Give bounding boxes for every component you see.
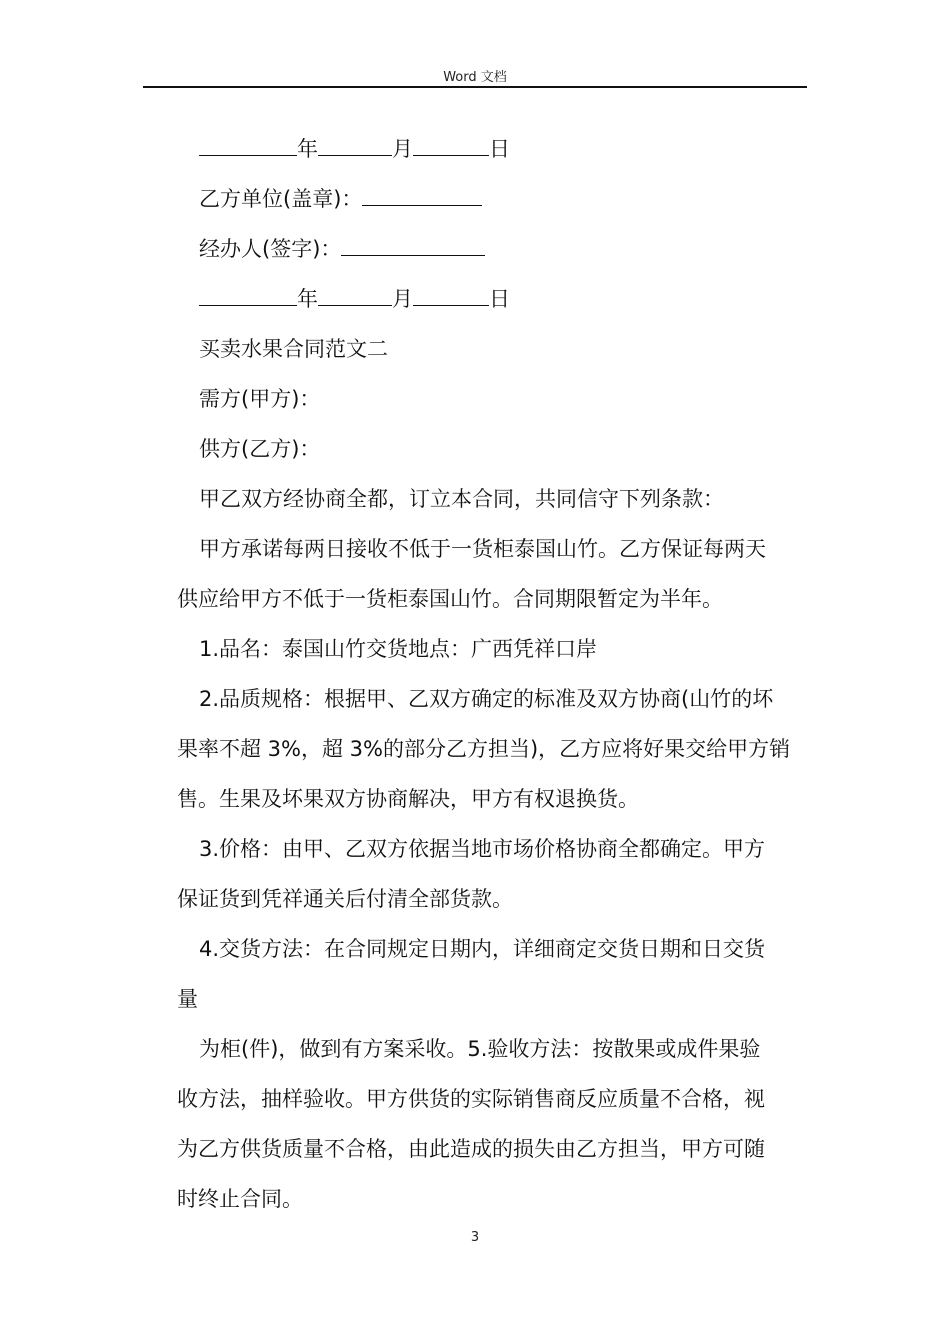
clause-2-line-3: 售。生果及坏果双方协商解决，甲方有权退换货。 (177, 787, 639, 811)
day-blank (413, 283, 489, 306)
year-blank (199, 283, 297, 306)
day-label: 日 (489, 137, 510, 161)
party-b-unit-label: 乙方单位(盖章)： (199, 187, 363, 211)
date-line-2 (177, 274, 809, 324)
month-blank (318, 133, 392, 156)
page-header-title: Word 文档 (443, 70, 507, 85)
year-label: 年 (297, 137, 318, 161)
party-b-unit-line (177, 174, 809, 224)
month-label: 月 (392, 137, 413, 161)
month-label: 月 (392, 287, 413, 311)
header-divider (143, 86, 807, 88)
party-b-unit-blank (362, 183, 482, 206)
clause-4-line-2: 量 (177, 987, 198, 1011)
supplier-label: 供方(乙方)： (199, 437, 321, 461)
clause-3-line-2: 保证货到凭祥通关后付清全部货款。 (177, 887, 513, 911)
year-label: 年 (297, 287, 318, 311)
year-blank (199, 133, 297, 156)
clause-5-line-4: 时终止合同。 (177, 1187, 303, 1211)
handler-line (177, 224, 809, 274)
commitment-line-1: 甲方承诺每两日接收不低于一货柜泰国山竹。乙方保证每两天 (199, 537, 766, 561)
date-line-1 (177, 124, 809, 174)
month-blank (318, 283, 392, 306)
contract-title: 买卖水果合同范文二 (199, 337, 388, 361)
page-number: 3 (470, 1230, 480, 1245)
clause-5-line-1: 为柜(件)，做到有方案采收。5.验收方法：按散果或成件果验 (199, 1037, 761, 1061)
clause-2-line-2: 果率不超 3%，超 3%的部分乙方担当)，乙方应将好果交给甲方销 (177, 737, 791, 761)
document-body (177, 124, 809, 1224)
day-label: 日 (489, 287, 510, 311)
buyer-label: 需方(甲方)： (199, 387, 321, 411)
clause-5-line-2: 收方法，抽样验收。甲方供货的实际销售商反应质量不合格，视 (177, 1087, 765, 1111)
handler-blank (341, 233, 485, 256)
day-blank (413, 133, 489, 156)
commitment-line-2: 供应给甲方不低于一货柜泰国山竹。合同期限暂定为半年。 (177, 587, 723, 611)
clause-1: 1.品名：泰国山竹交货地点：广西凭祥口岸 (199, 637, 598, 661)
clause-5-line-3: 为乙方供货质量不合格，由此造成的损失由乙方担当，甲方可随 (177, 1137, 765, 1161)
clause-2-line-1: 2.品质规格：根据甲、乙双方确定的标准及双方协商(山竹的坏 (199, 687, 774, 711)
clause-4-line-1: 4.交货方法：在合同规定日期内，详细商定交货日期和日交货 (199, 937, 766, 961)
contract-intro: 甲乙双方经协商全都，订立本合同，共同信守下列条款： (199, 487, 724, 511)
clause-3-line-1: 3.价格：由甲、乙双方依据当地市场价格协商全都确定。甲方 (199, 837, 766, 861)
handler-label: 经办人(签字)： (199, 237, 342, 261)
